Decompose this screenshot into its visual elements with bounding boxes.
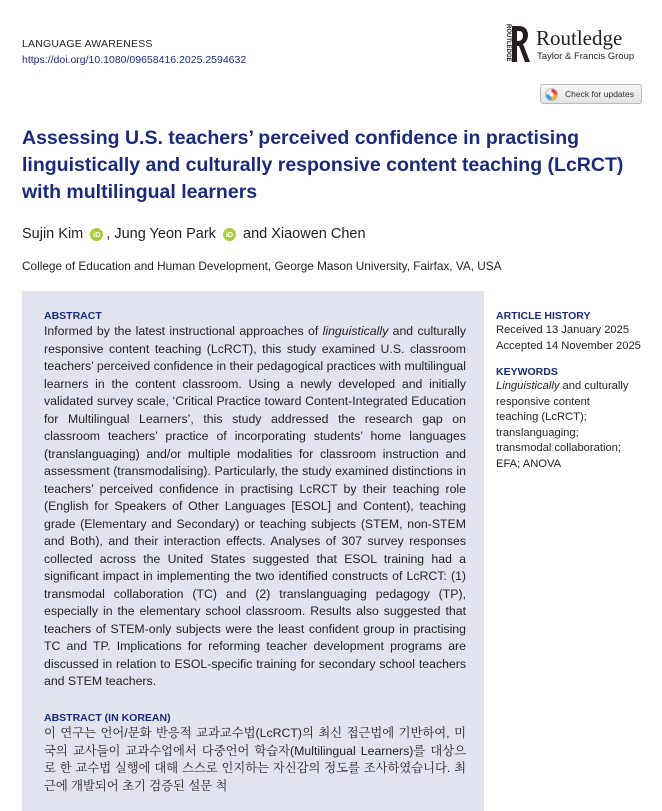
- author-name: Jung Yeon Park: [114, 226, 216, 242]
- keyword-text: and culturally: [559, 380, 629, 392]
- keyword-italic: Linguistically: [496, 380, 560, 392]
- orcid-icon[interactable]: iD: [223, 228, 236, 241]
- keyword-line: [496, 379, 656, 395]
- crossmark-icon: [545, 88, 558, 101]
- journal-name: LANGUAGE AWARENESS: [22, 38, 153, 50]
- routledge-logo-icon: [500, 22, 530, 64]
- publisher-spine-text: ROUTLEDGE: [505, 24, 511, 62]
- abstract-text-part: and culturally responsive content teaching (LcRCT), this study examined U.S. classroom teachers’ perceived confidence in their pedagogical practices with multilingual learners in the content classroom. Using a newly developed and initially validated survey scale, ‘Critical Practice toward Content-Integrated Education for Multilingual Learners’, this study addressed the research gap on classroom teachers’ practice of incorporating students’ home languages (translanguaging) and/or multiple modalities for classroom instruction and assessment (transmodalising). Particularly, the study examined distinctions in teachers’ perceived confidence in practising LcRCT by their teaching role (English for Speakers of Other Languages [ESOL] and Content), teaching grade (Elementary and Secondary) or teaching subjects (STEM, non-STEM and Both), and their interaction effects. Analyses of 307 survey responses collected across the United States suggested that ESOL training had a significant impact in implementing the two identified constructs of LcRCT: (1) transmodal collaboration (TC) and (2) translanguaging pedagogy (TP), especially in the elementary school classroom. Results also suggested that teachers of STEM-only subjects were the least confident group in practising TC and TP. Implications for reforming teacher development programs are discussed in relation to ESOL-specific training for secondary school teachers and STEM teachers.: [44, 324, 466, 688]
- keyword-line: EFA; ANOVA: [496, 457, 562, 470]
- keyword-line: translanguaging;: [496, 426, 579, 439]
- doi-link[interactable]: https://doi.org/10.1080/09658416.2025.2594632: [22, 54, 247, 66]
- keyword-line: responsive content: [496, 395, 590, 408]
- check-for-updates-button[interactable]: [540, 84, 642, 104]
- keyword-line: teaching (LcRCT);: [496, 411, 587, 423]
- author-separator: ,: [106, 226, 111, 242]
- publisher-group: Taylor & Francis Group: [537, 51, 635, 62]
- article-title: Assessing U.S. teachers’ perceived confidence in practising linguistically and culturally responsive content teaching (LcRCT) with multilingual learners: [22, 127, 624, 203]
- article-history-heading: ARTICLE HISTORY: [496, 310, 591, 322]
- accepted-date: Accepted 14 November 2025: [496, 339, 641, 352]
- publisher-name: Routledge: [536, 26, 623, 50]
- abstract-text: [44, 323, 466, 691]
- abstract-text-part: Informed by the latest instructional approaches of: [44, 324, 323, 338]
- keywords-heading: KEYWORDS: [496, 366, 558, 378]
- abstract-korean-text: 이 연구는 언어/문화 반응적 교과교수법(LcRCT)의 최신 접근법에 기반하여, 미국의 교사들이 교과수업에서 다중언어 학습자(Multilingual Learners)를 대상으로 한 교수법 실행에 대해 스스로 인지하는 자신감의 정도를 조사하였습니다. 최근에 개발되어 초기 검증된 설문 척: [44, 726, 466, 793]
- author-name: and Xiaowen Chen: [243, 226, 366, 242]
- abstract-italic-term: linguistically: [322, 324, 389, 338]
- author-list: [22, 226, 366, 242]
- author-name: Sujin Kim: [22, 226, 84, 242]
- keywords-list: [496, 379, 656, 472]
- article-history: [496, 323, 656, 354]
- orcid-icon[interactable]: iD: [90, 228, 103, 241]
- publisher-logo: [500, 22, 650, 66]
- check-for-updates-label: Check for updates: [565, 89, 634, 99]
- abstract-heading: ABSTRACT: [44, 310, 102, 322]
- keyword-line: transmodal collaboration;: [496, 442, 621, 454]
- received-date: Received 13 January 2025: [496, 324, 630, 336]
- abstract-korean-heading: ABSTRACT (IN KOREAN): [44, 712, 171, 724]
- affiliation: College of Education and Human Development, George Mason University, Fairfax, VA, USA: [22, 259, 502, 273]
